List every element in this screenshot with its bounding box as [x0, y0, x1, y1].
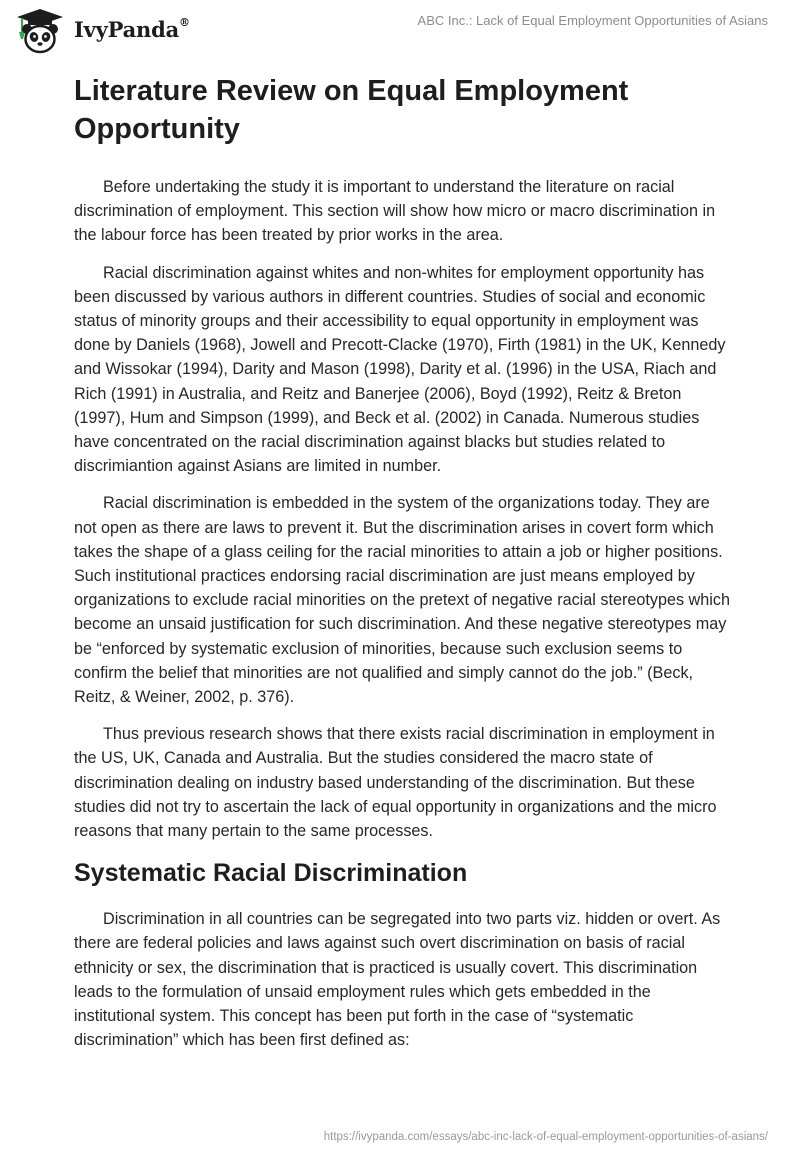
paragraph: Discrimination in all countries can be segregated into two parts viz. hidden or overt. As there are federal policies and laws against such overt discrimination on basis of racial ethnicity or sex, the discrimination that is practiced is usually covert. This discrimination leads to the formulation of unsaid employment rules which gets embedded in the institutional system. This concept has been put forth in the case of “systematic discrimination” which has been first defined as:	[74, 910, 721, 1050]
logo-wordmark: IvyPanda®	[74, 16, 190, 42]
ivypanda-logo[interactable]	[14, 8, 189, 54]
section-heading-literature-review: Literature Review on Equal Employment Opportunity	[74, 75, 629, 145]
article-body	[74, 72, 734, 1066]
paragraph: Racial discrimination is embedded in the system of the organizations today. They are not open as there are laws to prevent it. But the discrimination arises in covert form which takes the shape of a glass ceiling for the racial minorities to attain a job or higher positions. Such institutional practices endorsing racial discrimination are just means employed by organizations to exclude racial minorities on the pretext of negative racial stereotypes which become an unsaid justification for such discrimination. And these negative stereotypes may be “enforced by systematic exclusion of minorities, because such exclusion seems to confirm the belief that minorities are not qualified and simply cannot do the job.” (Beck, Reitz, & Weiner, 2002, p. 376).	[74, 494, 730, 707]
panda-graduate-icon	[14, 8, 66, 54]
paragraph: Before undertaking the study it is important to understand the literature on racial discrimination of employment. This section will show how micro or macro discrimination in the labour force has been treated by prior works in the area.	[74, 178, 716, 245]
section-heading-systematic-discrimination: Systematic Racial Discrimination	[74, 859, 468, 888]
page-header	[0, 0, 800, 60]
paragraph: Racial discrimination against whites and non-whites for employment opportunity has been discussed by various authors in different countries. Studies of social and economic status of minority groups and their accessibility to equal opportunity in employment was done by Daniels (1968), Jowell and Precott-Clacke (1970), Firth (1981) in the UK, Kennedy and Wissokar (1994), Darity and Mason (1998), Darity et al. (1996) in the USA, Riach and Rich (1991) in Australia, and Reitz and Banerjee (2006), Boyd (1992), Reitz & Breton (1997), Hum and Simpson (1999), and Beck et al. (2002) in Canada. Numerous studies have concentrated on the racial discrimination against blacks but studies related to discrimiantion against Asians are limited in number.	[74, 263, 726, 476]
paragraph: Thus previous research shows that there exists racial discrimination in employment in the US, UK, Canada and Australia. But the studies considered the macro state of discrimination dealing on industry based understanding of the discrimination. But these studies did not try to ascertain the lack of equal opportunity in organizations and the micro reasons that many pertain to the same processes.	[74, 725, 717, 841]
document-title: ABC Inc.: Lack of Equal Employment Opportunities of Asians	[417, 13, 768, 28]
source-url[interactable]: https://ivypanda.com/essays/abc-inc-lack-of-equal-employment-opportunities-of-asians/	[323, 1131, 768, 1143]
